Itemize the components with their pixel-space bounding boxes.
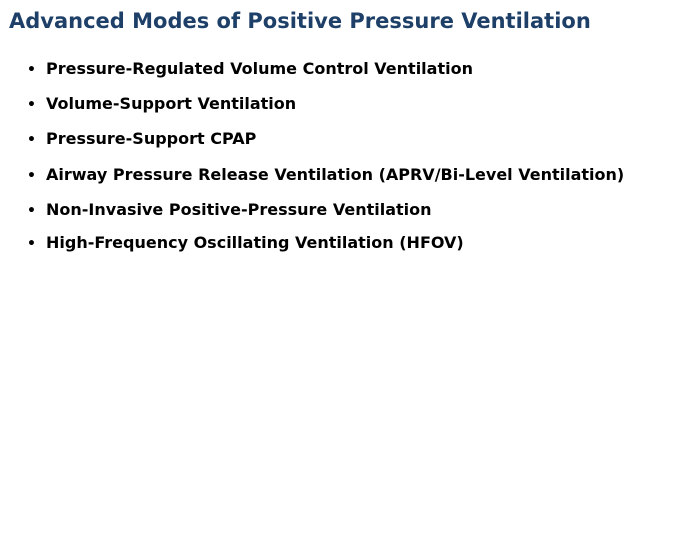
bullet-icon: • — [27, 168, 36, 184]
bullet-icon: • — [27, 62, 36, 78]
list-item — [27, 129, 256, 150]
list-item-text: High-Frequency Oscillating Ventilation (HFOV) — [46, 233, 464, 252]
slide-title: Advanced Modes of Positive Pressure Ventilation — [9, 9, 591, 33]
bullet-icon: • — [27, 236, 36, 252]
list-item-text: Airway Pressure Release Ventilation (APRV/Bi-Level Ventilation) — [46, 165, 625, 184]
bullet-icon: • — [27, 203, 36, 219]
list-item-text: Pressure-Support CPAP — [46, 129, 257, 148]
bullet-icon: • — [27, 97, 36, 113]
bullet-icon: • — [27, 132, 36, 148]
list-item — [27, 200, 432, 221]
list-item-text: Volume-Support Ventilation — [46, 94, 297, 113]
list-item-text: Pressure-Regulated Volume Control Ventilation — [46, 59, 473, 78]
list-item — [27, 165, 624, 186]
list-item — [27, 233, 464, 254]
list-item — [27, 59, 473, 80]
list-item-text: Non-Invasive Positive-Pressure Ventilation — [46, 200, 432, 219]
list-item — [27, 94, 296, 115]
